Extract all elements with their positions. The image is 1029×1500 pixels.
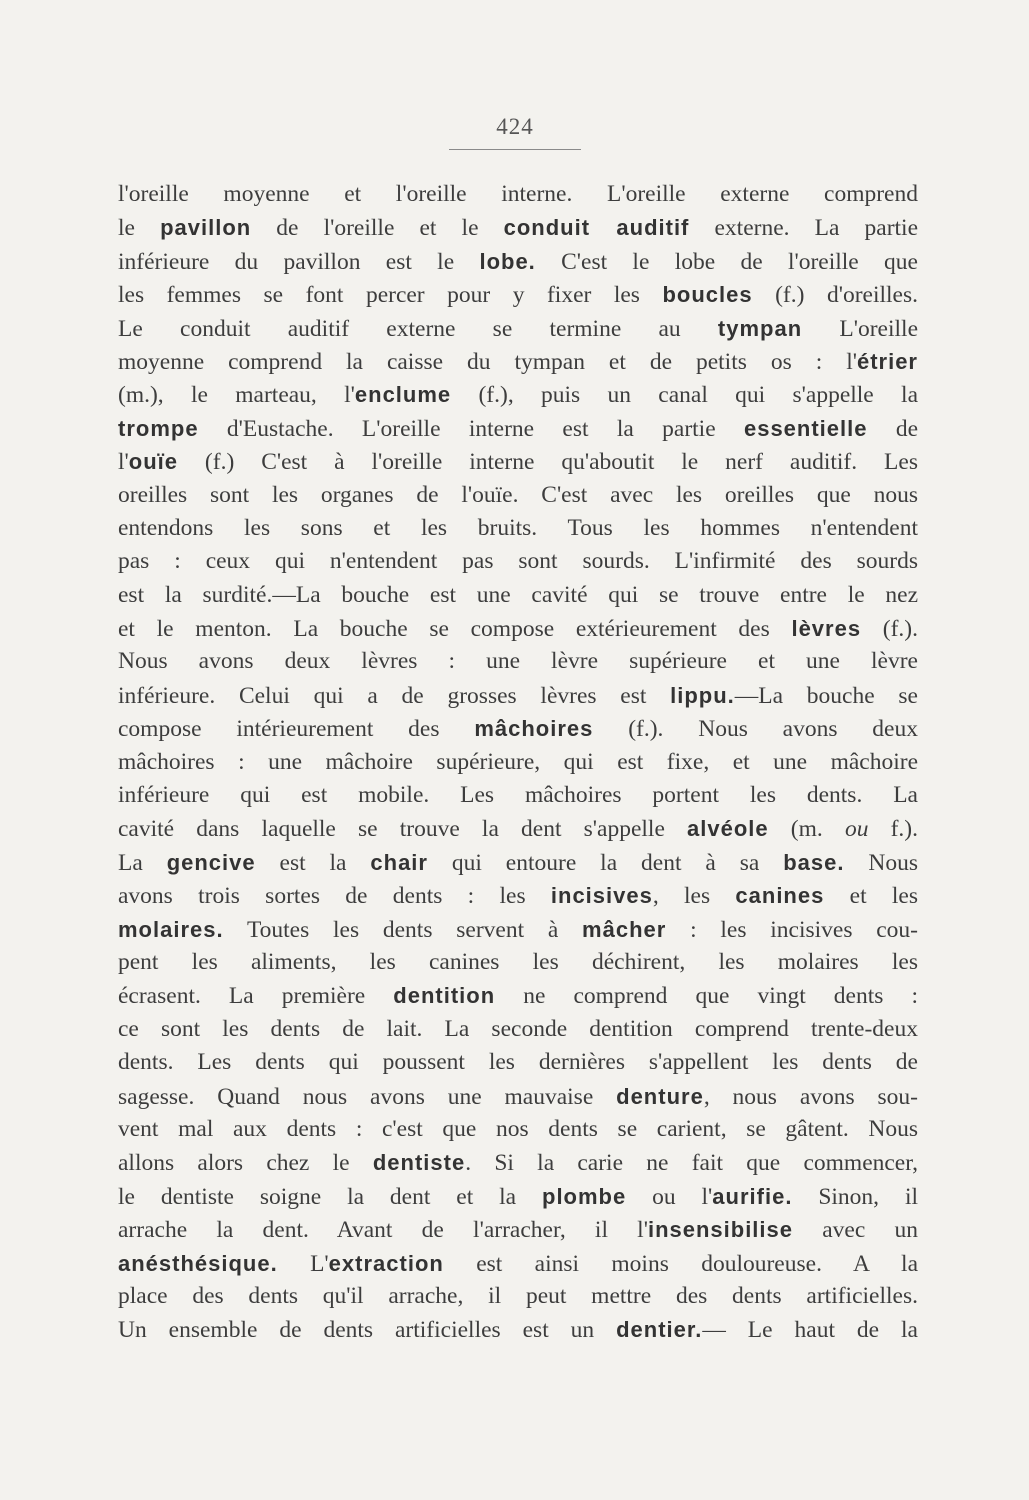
text-segment: place des dents qu'il arrache, il peut mettre des dents artificielles. bbox=[118, 1282, 918, 1309]
text-segment: entendons les sons et les bruits. Tous les hommes n'entendent bbox=[118, 514, 918, 541]
italic-text: ou bbox=[844, 816, 869, 843]
text-segment: vent mal aux dents : c'est que nos dents se carient, se gâtent. Nous bbox=[118, 1115, 918, 1142]
text-segment: (f.). Nous avons deux bbox=[593, 716, 918, 743]
text-line bbox=[118, 746, 918, 779]
text-segment: arrache la dent. Avant de l'arracher, il l' bbox=[118, 1217, 648, 1244]
text-segment: (f.) C'est à l'oreille interne qu'aboutit le nerf auditif. Les bbox=[178, 449, 918, 476]
text-line bbox=[118, 1280, 918, 1313]
text-segment: moyenne comprend la caisse du tympan et de petits os : l' bbox=[118, 348, 857, 375]
text-line bbox=[118, 946, 918, 979]
text-segment: Nous avons deux lèvres : une lèvre supérieure et une lèvre bbox=[118, 648, 918, 675]
text-segment: Nous bbox=[844, 849, 918, 876]
text-line bbox=[118, 545, 918, 578]
text-segment: qui entoure la dent à sa bbox=[427, 849, 784, 876]
text-line bbox=[118, 512, 918, 545]
bold-term: base. bbox=[783, 849, 845, 875]
text-segment: l' bbox=[118, 449, 129, 476]
text-segment: le bbox=[118, 215, 161, 242]
text-line bbox=[118, 1146, 918, 1179]
text-segment: allons alors chez le bbox=[118, 1150, 373, 1177]
text-segment: est ainsi moins douloureuse. A la bbox=[443, 1250, 918, 1277]
text-line bbox=[118, 879, 918, 912]
text-segment: externe. La partie bbox=[689, 215, 919, 242]
bold-term: mâcher bbox=[582, 916, 667, 942]
text-line bbox=[118, 245, 918, 278]
text-segment: (m.), le marteau, l' bbox=[118, 382, 355, 409]
text-segment: f.). bbox=[868, 816, 919, 843]
text-line bbox=[118, 345, 918, 378]
text-line bbox=[118, 178, 918, 211]
bold-term: dentiste bbox=[372, 1150, 466, 1176]
text-segment: de l'oreille et le bbox=[251, 215, 504, 242]
text-line bbox=[118, 312, 918, 345]
text-line bbox=[118, 479, 918, 512]
text-line bbox=[118, 779, 918, 812]
bold-term: dentition bbox=[393, 983, 496, 1009]
bold-term: étrier bbox=[856, 348, 918, 374]
text-segment: ce sont les dents de lait. La seconde dentition comprend trente-deux bbox=[118, 1015, 918, 1042]
bold-term: essentielle bbox=[743, 415, 868, 441]
bold-term: conduit auditif bbox=[503, 215, 690, 241]
bold-term: aurifie. bbox=[712, 1183, 793, 1209]
bold-term: molaires. bbox=[118, 916, 224, 942]
bold-term: extraction bbox=[328, 1250, 444, 1276]
text-line bbox=[118, 612, 918, 645]
text-segment: inférieure qui est mobile. Les mâchoires portent les dents. La bbox=[118, 782, 918, 809]
text-segment: avec un bbox=[793, 1217, 918, 1244]
text-segment: —La bouche se bbox=[734, 682, 918, 709]
text-segment: ne comprend que vingt dents : bbox=[495, 983, 918, 1010]
text-line bbox=[118, 1180, 918, 1213]
text-segment: et le menton. La bouche se compose extérieurement des bbox=[118, 616, 792, 643]
text-line bbox=[118, 1213, 918, 1246]
text-segment: de bbox=[867, 415, 918, 442]
text-segment: compose intérieurement des bbox=[118, 716, 475, 743]
text-segment: cavité dans laquelle se trouve la dent s'appelle bbox=[118, 816, 688, 843]
text-segment: (f.) d'oreilles. bbox=[752, 282, 918, 309]
text-segment: La bbox=[118, 849, 167, 876]
text-segment: Sinon, il bbox=[792, 1183, 919, 1210]
text-segment: est la surdité.—La bouche est une cavité qui se trouve entre le nez bbox=[118, 581, 918, 608]
text-line bbox=[118, 579, 918, 612]
text-line bbox=[118, 1313, 918, 1346]
text-line bbox=[118, 1247, 918, 1280]
text-line bbox=[118, 712, 918, 745]
text-segment: pent les aliments, les canines les déchirent, les molaires les bbox=[118, 948, 918, 975]
bold-term: plombe bbox=[542, 1183, 627, 1209]
bold-term: insensibilise bbox=[647, 1217, 794, 1243]
text-segment: (f.), puis un canal qui s'appelle la bbox=[451, 382, 918, 409]
text-segment: inférieure du pavillon est le bbox=[118, 248, 480, 275]
text-segment: L'oreille bbox=[802, 315, 918, 342]
text-segment: , nous avons sou- bbox=[703, 1083, 918, 1110]
text-segment: mâchoires : une mâchoire supérieure, qui est fixe, et une mâchoire bbox=[118, 748, 918, 775]
bold-term: pavillon bbox=[160, 215, 252, 241]
text-segment: , les bbox=[652, 883, 736, 910]
text-segment: Un ensemble de dents artificielles est un bbox=[118, 1317, 617, 1344]
text-line bbox=[118, 812, 918, 845]
text-segment: d'Eustache. L'oreille interne est la partie bbox=[198, 415, 744, 442]
text-segment: les femmes se font percer pour y fixer les bbox=[118, 282, 663, 309]
text-segment: (f.). bbox=[861, 616, 918, 643]
bold-term: chair bbox=[370, 849, 428, 875]
text-line bbox=[118, 378, 918, 411]
bold-term: gencive bbox=[166, 849, 256, 875]
header-rule bbox=[449, 149, 581, 150]
text-line bbox=[118, 913, 918, 946]
text-line bbox=[118, 979, 918, 1012]
text-segment: L' bbox=[277, 1250, 329, 1277]
text-line bbox=[118, 645, 918, 678]
text-line bbox=[118, 1113, 918, 1146]
text-segment: . Si la carie ne fait que commencer, bbox=[465, 1150, 918, 1177]
bold-term: denture bbox=[616, 1083, 704, 1109]
bold-term: lobe. bbox=[479, 248, 536, 274]
text-segment: Toutes les dents servent à bbox=[223, 916, 583, 943]
text-line bbox=[118, 278, 918, 311]
bold-term: incisives bbox=[550, 883, 653, 909]
bold-term: canines bbox=[735, 883, 825, 909]
bold-term: mâchoires bbox=[474, 716, 594, 742]
text-segment: ou l' bbox=[626, 1183, 713, 1210]
bold-term: alvéole bbox=[687, 816, 769, 842]
page-number: 424 bbox=[496, 114, 534, 139]
text-line bbox=[118, 412, 918, 445]
body-text bbox=[118, 178, 918, 1347]
text-segment: oreilles sont les organes de l'ouïe. C'est avec les oreilles que nous bbox=[118, 481, 918, 508]
text-segment: C'est le lobe de l'oreille que bbox=[535, 248, 918, 275]
text-segment: dents. Les dents qui poussent les dernières s'appellent les dents de bbox=[118, 1049, 918, 1076]
bold-term: ouïe bbox=[128, 449, 178, 475]
bold-term: boucles bbox=[662, 282, 753, 308]
text-line bbox=[118, 1013, 918, 1046]
text-segment: écrasent. La première bbox=[118, 983, 394, 1010]
text-segment: pas : ceux qui n'entendent pas sont sourds. L'infirmité des sourds bbox=[118, 548, 918, 575]
text-line bbox=[118, 846, 918, 879]
text-segment: inférieure. Celui qui a de grosses lèvres est bbox=[118, 682, 671, 709]
text-segment: sagesse. Quand nous avons une mauvaise bbox=[118, 1083, 617, 1110]
text-line bbox=[118, 211, 918, 244]
text-segment: le dentiste soigne la dent et la bbox=[118, 1183, 542, 1210]
bold-term: lèvres bbox=[791, 616, 862, 642]
text-segment: avons trois sortes de dents : les bbox=[118, 883, 551, 910]
text-segment: : les incisives cou- bbox=[666, 916, 918, 943]
bold-term: trompe bbox=[118, 415, 199, 441]
text-line bbox=[118, 445, 918, 478]
text-segment: et les bbox=[824, 883, 918, 910]
bold-term: dentier. bbox=[616, 1317, 703, 1343]
text-segment: est la bbox=[255, 849, 371, 876]
text-segment: l'oreille moyenne et l'oreille interne. L'oreille externe comprend bbox=[118, 181, 918, 207]
text-line bbox=[118, 1046, 918, 1079]
text-segment: Le conduit auditif externe se termine au bbox=[118, 315, 718, 342]
text-segment: — Le haut de la bbox=[702, 1317, 918, 1344]
bold-term: tympan bbox=[717, 315, 803, 341]
bold-term: anésthésique. bbox=[118, 1250, 278, 1276]
bold-term: enclume bbox=[354, 382, 452, 408]
bold-term: lippu. bbox=[670, 682, 735, 708]
text-line bbox=[118, 679, 918, 712]
text-line bbox=[118, 1080, 918, 1113]
text-segment: (m. bbox=[768, 816, 845, 843]
